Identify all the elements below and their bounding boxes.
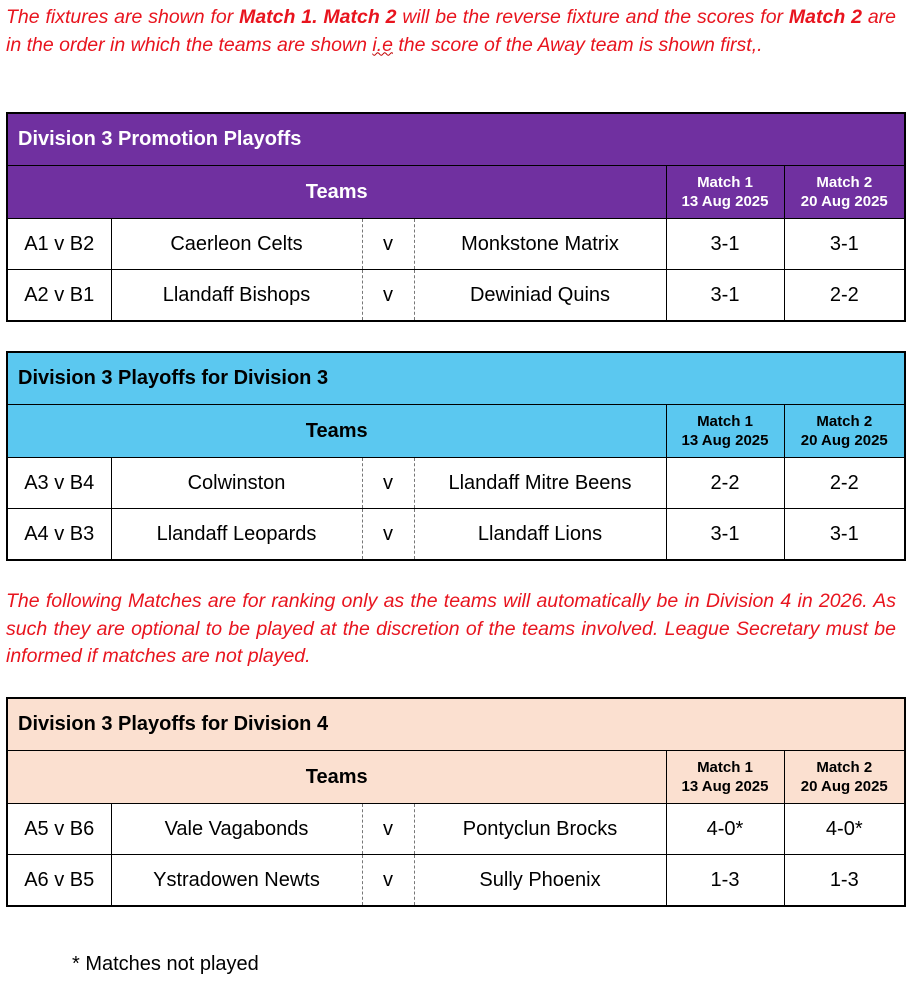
match2-score: 3-1 bbox=[784, 509, 905, 561]
table-row bbox=[7, 855, 905, 907]
versus: v bbox=[362, 458, 414, 509]
match2-date: 20 Aug 2025 bbox=[800, 193, 888, 210]
match2-label: Match 2 bbox=[816, 413, 873, 430]
match2-header bbox=[784, 751, 905, 804]
table-title: Division 3 Playoffs for Division 4 bbox=[7, 698, 905, 751]
match1-label: Match 1 bbox=[697, 174, 753, 191]
fixture-code: A3 v B4 bbox=[7, 458, 111, 509]
match2-date: 20 Aug 2025 bbox=[800, 778, 888, 795]
match1-label: Match 1 bbox=[697, 413, 753, 430]
home-team: Llandaff Leopards bbox=[111, 509, 362, 561]
division3-playoffs-table bbox=[6, 351, 906, 561]
fixture-code: A1 v B2 bbox=[7, 219, 111, 270]
table-row bbox=[7, 270, 905, 322]
table-title: Division 3 Playoffs for Division 3 bbox=[7, 352, 905, 405]
match1-score: 2-2 bbox=[666, 458, 784, 509]
match2-score: 3-1 bbox=[784, 219, 905, 270]
fixture-code: A4 v B3 bbox=[7, 509, 111, 561]
match1-label: Match 1 bbox=[697, 759, 753, 776]
match2-score: 1-3 bbox=[784, 855, 905, 907]
match1-header bbox=[666, 751, 784, 804]
intro-note-text: the score of the Away team is shown first,. bbox=[392, 33, 763, 56]
match1-score: 4-0* bbox=[666, 804, 784, 855]
away-team: Dewiniad Quins bbox=[414, 270, 666, 322]
match1-date: 13 Aug 2025 bbox=[681, 778, 769, 795]
intro-note-bold: Match 2 bbox=[788, 6, 862, 28]
home-team: Colwinston bbox=[111, 458, 362, 509]
match1-date: 13 Aug 2025 bbox=[681, 193, 769, 210]
match2-label: Match 2 bbox=[816, 759, 873, 776]
division4-playoffs-table bbox=[6, 697, 906, 907]
match1-header bbox=[666, 166, 784, 219]
teams-header: Teams bbox=[7, 405, 666, 458]
table-row bbox=[7, 219, 905, 270]
teams-header: Teams bbox=[7, 166, 666, 219]
versus: v bbox=[362, 804, 414, 855]
versus: v bbox=[362, 270, 414, 322]
promotion-playoffs-table bbox=[6, 112, 906, 322]
match1-score: 1-3 bbox=[666, 855, 784, 907]
match2-label: Match 2 bbox=[816, 174, 873, 191]
home-team: Ystradowen Newts bbox=[111, 855, 362, 907]
home-team: Caerleon Celts bbox=[111, 219, 362, 270]
fixture-code: A5 v B6 bbox=[7, 804, 111, 855]
intro-note-text: The fixtures are shown for bbox=[6, 6, 240, 28]
teams-header: Teams bbox=[7, 751, 666, 804]
table-title: Division 3 Promotion Playoffs bbox=[7, 113, 905, 166]
versus: v bbox=[362, 855, 414, 907]
fixture-code: A2 v B1 bbox=[7, 270, 111, 322]
intro-note-spellcheck-word: i.e bbox=[372, 33, 393, 56]
match1-header bbox=[666, 405, 784, 458]
match2-score: 2-2 bbox=[784, 458, 905, 509]
match1-score: 3-1 bbox=[666, 270, 784, 322]
fixture-code: A6 v B5 bbox=[7, 855, 111, 907]
table-row bbox=[7, 458, 905, 509]
match2-header bbox=[784, 405, 905, 458]
away-team: Llandaff Mitre Beens bbox=[414, 458, 666, 509]
match1-date: 13 Aug 2025 bbox=[681, 432, 769, 449]
table-row bbox=[7, 804, 905, 855]
home-team: Llandaff Bishops bbox=[111, 270, 362, 322]
versus: v bbox=[362, 219, 414, 270]
match1-score: 3-1 bbox=[666, 219, 784, 270]
footnote: * Matches not played bbox=[72, 953, 259, 975]
intro-note-text: will be the reverse fixture and the scores for bbox=[396, 6, 789, 28]
home-team: Vale Vagabonds bbox=[111, 804, 362, 855]
match2-date: 20 Aug 2025 bbox=[800, 432, 888, 449]
match2-score: 2-2 bbox=[784, 270, 905, 322]
table-row bbox=[7, 509, 905, 561]
away-team: Monkstone Matrix bbox=[414, 219, 666, 270]
ranking-note: The following Matches are for ranking only as the teams will automatically be in Division 4 in 2026. As such they are optional to be played at the discretion of the teams involved. League Secretary must be informed if matches are not played. bbox=[6, 590, 896, 667]
versus: v bbox=[362, 509, 414, 561]
match2-score: 4-0* bbox=[784, 804, 905, 855]
intro-note bbox=[6, 4, 896, 59]
away-team: Pontyclun Brocks bbox=[414, 804, 666, 855]
away-team: Sully Phoenix bbox=[414, 855, 666, 907]
match2-header bbox=[784, 166, 905, 219]
intro-note-text: are in the order in which the teams are shown bbox=[6, 6, 896, 56]
match1-score: 3-1 bbox=[666, 509, 784, 561]
intro-note-bold: Match 1. Match 2 bbox=[239, 6, 397, 28]
away-team: Llandaff Lions bbox=[414, 509, 666, 561]
